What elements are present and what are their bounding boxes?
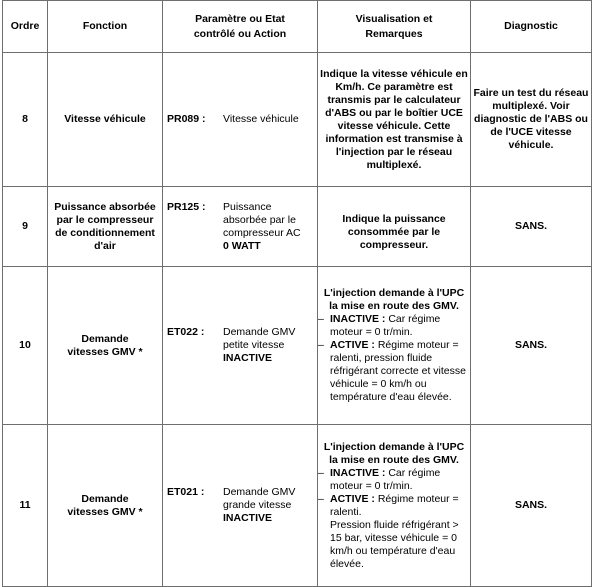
visualisation-item bbox=[318, 493, 470, 519]
param-code: PR125 : bbox=[167, 200, 206, 213]
header-visualisation: Visualisation et Remarques bbox=[318, 1, 471, 53]
visualisation-title: L'injection demande à l'UPC la mise en route des GMV. bbox=[323, 440, 465, 466]
diagnostic-table bbox=[2, 0, 592, 587]
header-ordre: Ordre bbox=[3, 1, 48, 53]
visualisation-item bbox=[318, 313, 470, 339]
item-text: Car régime moteur = 0 tr/min. bbox=[330, 313, 441, 338]
param-code: PR089 : bbox=[167, 113, 206, 125]
item-label: INACTIVE : bbox=[330, 313, 386, 325]
row-diagnostic: SANS. bbox=[471, 425, 592, 587]
row-ordre: 11 bbox=[3, 425, 48, 587]
item-label: INACTIVE : bbox=[330, 466, 386, 479]
row-fonction: Puissance absorbée par le compresseur de conditionnement d'air bbox=[48, 187, 163, 267]
row-parametre bbox=[163, 187, 318, 267]
row-parametre bbox=[163, 425, 318, 587]
row-visualisation: Indique la puissance consommée par le compresseur. bbox=[318, 187, 471, 267]
param-state: INACTIVE bbox=[223, 512, 273, 524]
row-ordre: 10 bbox=[3, 267, 48, 425]
visualisation-followup: Pression fluide réfrigérant > 15 bar, vitesse véhicule = 0 km/h ou température d'eau élevée. bbox=[330, 518, 459, 570]
row-fonction: Vitesse véhicule bbox=[48, 53, 163, 187]
row-diagnostic: SANS. bbox=[471, 267, 592, 425]
table-row bbox=[3, 267, 592, 425]
item-text: Régime moteur = ralenti, pression fluide réfrigérant correcte et vitesse véhicule = 0 km/h ou température d'eau élevée. bbox=[330, 339, 466, 403]
header-row bbox=[3, 1, 592, 53]
item-dash: – bbox=[318, 492, 324, 505]
row-diagnostic: SANS. bbox=[471, 187, 592, 267]
row-parametre bbox=[163, 267, 318, 425]
item-text: Car régime moteur = 0 tr/min. bbox=[330, 466, 441, 492]
item-dash: – bbox=[318, 339, 324, 351]
row-visualisation: Indique la vitesse véhicule en Km/h. Ce paramètre est transmis par le calculateur d'ABS ou par le boîtier UCE vitesse véhicule. Cette information est transmise à l'injection par le réseau multiplexé. bbox=[318, 53, 471, 187]
visualisation-item bbox=[318, 467, 470, 493]
row-fonction: Demande vitesses GMV * bbox=[48, 267, 163, 425]
row-ordre: 9 bbox=[3, 187, 48, 267]
row-diagnostic: Faire un test du réseau multiplexé. Voir diagnostic de l'ABS ou de l'UCE vitesse véhicule. bbox=[471, 53, 592, 187]
param-desc: Demande GMV grande vitesse bbox=[223, 486, 296, 511]
header-diagnostic: Diagnostic bbox=[471, 1, 592, 53]
visualisation-title: L'injection demande à l'UPC la mise en route des GMV. bbox=[323, 287, 465, 312]
param-desc: Vitesse véhicule bbox=[223, 113, 299, 125]
param-state: 0 WATT bbox=[223, 239, 261, 252]
table-row bbox=[3, 187, 592, 267]
row-fonction: Demande vitesses GMV * bbox=[48, 425, 163, 587]
param-state: INACTIVE bbox=[223, 352, 273, 364]
item-dash: – bbox=[318, 313, 324, 325]
table-row bbox=[3, 53, 592, 187]
item-dash: – bbox=[318, 466, 324, 479]
header-parametre: Paramètre ou Etat contrôlé ou Action bbox=[163, 1, 318, 53]
param-code: ET022 : bbox=[167, 326, 205, 338]
row-ordre: 8 bbox=[3, 53, 48, 187]
header-fonction: Fonction bbox=[48, 1, 163, 53]
param-desc: Demande GMV petite vitesse bbox=[223, 326, 296, 351]
item-label: ACTIVE : bbox=[330, 339, 375, 351]
row-parametre bbox=[163, 53, 318, 187]
item-label: ACTIVE : bbox=[330, 492, 375, 505]
visualisation-item bbox=[318, 339, 470, 404]
item-text: Régime moteur = ralenti. bbox=[330, 492, 459, 518]
row-visualisation bbox=[318, 267, 471, 425]
param-code: ET021 : bbox=[167, 486, 205, 498]
row-visualisation bbox=[318, 425, 471, 587]
table-row bbox=[3, 425, 592, 587]
param-desc: Puissance absorbée par le compresseur AC bbox=[223, 200, 301, 239]
